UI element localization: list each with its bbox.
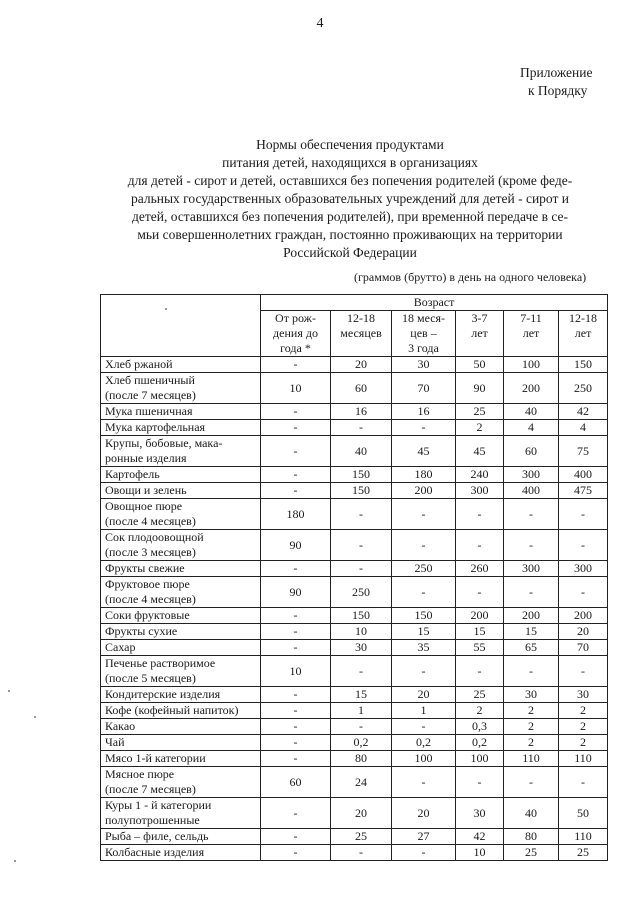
age-header-line — [561, 341, 605, 356]
table-row — [101, 735, 608, 751]
value-cell: - — [331, 845, 392, 861]
product-name: Мука пшеничная — [105, 404, 193, 418]
table-row — [101, 373, 608, 404]
product-name: Соки фруктовые — [105, 608, 190, 622]
value-cell: - — [559, 530, 608, 561]
product-note: полупотрошенные — [105, 813, 200, 827]
value-cell: - — [261, 751, 331, 767]
age-column-header — [559, 311, 608, 357]
value-cell: 250 — [392, 561, 456, 577]
value-cell: 25 — [559, 845, 608, 861]
value-cell: 200 — [559, 608, 608, 624]
value-cell: - — [261, 703, 331, 719]
value-cell: 2 — [559, 719, 608, 735]
value-cell: 65 — [504, 640, 559, 656]
value-cell: 260 — [456, 561, 504, 577]
value-cell: 15 — [331, 687, 392, 703]
appendix-line-2: к Порядку — [528, 83, 588, 98]
value-cell: 200 — [392, 483, 456, 499]
table-row — [101, 798, 608, 829]
value-cell: - — [331, 656, 392, 687]
value-cell: 400 — [504, 483, 559, 499]
product-name-cell — [101, 798, 261, 829]
product-name: Фруктовое пюре — [105, 577, 190, 591]
value-cell: - — [559, 577, 608, 608]
document-title — [75, 136, 625, 262]
table-row — [101, 404, 608, 420]
product-name: Сахар — [105, 640, 136, 654]
value-cell: - — [261, 420, 331, 436]
title-line-4: ральных государственных образовательных учреждений для детей - сирот и — [131, 191, 569, 206]
table-body — [101, 357, 608, 861]
title-line-5: детей, оставшихся без попечения родителей), при временной передаче в се- — [132, 209, 568, 224]
value-cell: 180 — [392, 467, 456, 483]
product-name-cell — [101, 767, 261, 798]
product-column-header — [101, 295, 261, 357]
value-cell: 4 — [559, 420, 608, 436]
age-column-header — [261, 311, 331, 357]
value-cell: - — [261, 719, 331, 735]
product-name: Рыба – филе, сельдь — [105, 829, 209, 843]
value-cell: 20 — [392, 798, 456, 829]
value-cell: - — [392, 499, 456, 530]
age-header-line: лет — [522, 326, 540, 340]
value-cell: 10 — [261, 656, 331, 687]
value-cell: - — [504, 577, 559, 608]
value-cell: - — [331, 561, 392, 577]
age-header-line: От рож- — [275, 311, 316, 325]
value-cell: - — [331, 499, 392, 530]
value-cell: 2 — [504, 735, 559, 751]
table-row — [101, 656, 608, 687]
value-cell: 70 — [559, 640, 608, 656]
product-name: Хлеб пшеничный — [105, 373, 195, 387]
value-cell: 20 — [331, 798, 392, 829]
product-note: (после 4 месяцев) — [105, 514, 196, 528]
value-cell: 70 — [392, 373, 456, 404]
value-cell: 50 — [559, 798, 608, 829]
value-cell: 300 — [559, 561, 608, 577]
value-cell: - — [261, 467, 331, 483]
value-cell: - — [261, 845, 331, 861]
value-cell: 110 — [559, 829, 608, 845]
value-cell: - — [261, 687, 331, 703]
table-row — [101, 703, 608, 719]
age-header-line: 3 года — [408, 341, 439, 355]
table-row — [101, 420, 608, 436]
table-row — [101, 357, 608, 373]
product-name-cell — [101, 656, 261, 687]
value-cell: 90 — [456, 373, 504, 404]
age-column-header — [331, 311, 392, 357]
value-cell: 42 — [456, 829, 504, 845]
value-cell: - — [504, 499, 559, 530]
value-cell: - — [559, 767, 608, 798]
value-cell: 45 — [456, 436, 504, 467]
age-column-header — [456, 311, 504, 357]
title-line-1: Нормы обеспечения продуктами — [256, 137, 444, 152]
value-cell: 40 — [504, 404, 559, 420]
value-cell: 4 — [504, 420, 559, 436]
table-row — [101, 829, 608, 845]
value-cell: 0,2 — [331, 735, 392, 751]
product-name: Колбасные изделия — [105, 845, 205, 859]
age-header-line: лет — [471, 326, 488, 340]
value-cell: - — [331, 530, 392, 561]
value-cell: 150 — [331, 467, 392, 483]
age-header-line: 18 меся- — [401, 311, 446, 325]
value-cell: 20 — [559, 624, 608, 640]
title-line-7: Российской Федерации — [283, 245, 417, 260]
value-cell: 10 — [261, 373, 331, 404]
value-cell: 180 — [261, 499, 331, 530]
value-cell: 2 — [559, 703, 608, 719]
value-cell: 100 — [504, 357, 559, 373]
value-cell: 42 — [559, 404, 608, 420]
product-note: (после 4 месяцев) — [105, 592, 196, 606]
age-header-line: лет — [574, 326, 592, 340]
value-cell: 60 — [331, 373, 392, 404]
table-row — [101, 845, 608, 861]
value-cell: - — [392, 719, 456, 735]
value-cell: 50 — [456, 357, 504, 373]
age-header-line: дения до — [273, 326, 318, 340]
value-cell: 0,2 — [456, 735, 504, 751]
value-cell: 10 — [456, 845, 504, 861]
value-cell: 90 — [261, 530, 331, 561]
product-name: Картофель — [105, 467, 160, 481]
value-cell: 90 — [261, 577, 331, 608]
product-name-cell — [101, 499, 261, 530]
value-cell: - — [261, 561, 331, 577]
product-name: Мясное пюре — [105, 767, 175, 781]
product-name-cell — [101, 845, 261, 861]
value-cell: - — [456, 767, 504, 798]
product-name-cell — [101, 751, 261, 767]
product-name-cell — [101, 561, 261, 577]
value-cell: 200 — [504, 608, 559, 624]
value-cell: 475 — [559, 483, 608, 499]
value-cell: 150 — [331, 608, 392, 624]
product-name: Сок плодоовощной — [105, 530, 204, 544]
value-cell: - — [504, 767, 559, 798]
page-number: 4 — [316, 16, 324, 31]
product-name-cell — [101, 357, 261, 373]
value-cell: 250 — [331, 577, 392, 608]
value-cell: 10 — [331, 624, 392, 640]
value-cell: 25 — [331, 829, 392, 845]
value-cell: 200 — [504, 373, 559, 404]
value-cell: - — [261, 829, 331, 845]
value-cell: 2 — [504, 703, 559, 719]
age-header-line: года * — [280, 341, 311, 355]
value-cell: - — [261, 436, 331, 467]
product-name-cell — [101, 483, 261, 499]
value-cell: - — [559, 656, 608, 687]
product-name: Чай — [105, 735, 125, 749]
value-cell: - — [456, 656, 504, 687]
product-name: Мясо 1-й категории — [105, 751, 206, 765]
value-cell: - — [392, 767, 456, 798]
appendix-line-1: Приложение — [520, 65, 593, 80]
table-row — [101, 577, 608, 608]
value-cell: 150 — [392, 608, 456, 624]
scan-speck — [34, 716, 36, 718]
age-header-line: 3-7 — [471, 311, 488, 325]
value-cell: - — [392, 656, 456, 687]
value-cell: - — [392, 530, 456, 561]
value-cell: 110 — [559, 751, 608, 767]
value-cell: - — [392, 420, 456, 436]
table-row — [101, 767, 608, 798]
value-cell: 16 — [392, 404, 456, 420]
title-line-3: для детей - сирот и детей, оставшихся без попечения родителей (кроме феде- — [127, 173, 573, 188]
value-cell: - — [331, 719, 392, 735]
appendix-label — [520, 64, 592, 100]
value-cell: - — [504, 656, 559, 687]
value-cell: - — [392, 845, 456, 861]
value-cell: - — [261, 640, 331, 656]
scan-speck — [165, 308, 167, 310]
value-cell: 110 — [504, 751, 559, 767]
value-cell: - — [261, 798, 331, 829]
value-cell: 25 — [504, 845, 559, 861]
value-cell: 15 — [456, 624, 504, 640]
product-name: Куры 1 - й категории — [105, 798, 212, 812]
value-cell: 75 — [559, 436, 608, 467]
value-cell: 240 — [456, 467, 504, 483]
value-cell: 2 — [456, 420, 504, 436]
value-cell: - — [392, 577, 456, 608]
value-cell: - — [261, 624, 331, 640]
value-cell: 1 — [392, 703, 456, 719]
table-row — [101, 719, 608, 735]
product-name-cell — [101, 687, 261, 703]
value-cell: 25 — [456, 404, 504, 420]
value-cell: 200 — [456, 608, 504, 624]
age-column-header — [504, 311, 559, 357]
table-row — [101, 483, 608, 499]
product-name-cell — [101, 530, 261, 561]
value-cell: 60 — [504, 436, 559, 467]
value-cell: 40 — [331, 436, 392, 467]
value-cell: 0,2 — [392, 735, 456, 751]
units-note: (граммов (брутто) в день на одного человека) — [354, 270, 587, 284]
product-name: Овощное пюре — [105, 499, 183, 513]
table-row — [101, 467, 608, 483]
value-cell: 300 — [456, 483, 504, 499]
value-cell: - — [456, 499, 504, 530]
scan-speck — [8, 690, 10, 692]
age-header-line: цев – — [410, 326, 437, 340]
table-row — [101, 687, 608, 703]
product-note: (после 5 месяцев) — [105, 671, 196, 685]
age-column-header — [392, 311, 456, 357]
table-row — [101, 640, 608, 656]
value-cell: - — [331, 420, 392, 436]
value-cell: - — [261, 483, 331, 499]
value-cell: 15 — [392, 624, 456, 640]
table-row — [101, 436, 608, 467]
value-cell: 20 — [392, 687, 456, 703]
product-name: Какао — [105, 719, 136, 733]
table-row — [101, 561, 608, 577]
food-norms-table-wrapper — [100, 294, 608, 861]
value-cell: 100 — [392, 751, 456, 767]
value-cell: 24 — [331, 767, 392, 798]
product-name-cell — [101, 404, 261, 420]
product-name-cell — [101, 577, 261, 608]
value-cell: - — [559, 499, 608, 530]
value-cell: - — [261, 357, 331, 373]
value-cell: 2 — [456, 703, 504, 719]
value-cell: 20 — [331, 357, 392, 373]
value-cell: - — [261, 735, 331, 751]
value-cell: - — [504, 530, 559, 561]
product-name: Печенье растворимое — [105, 656, 216, 670]
value-cell: 30 — [331, 640, 392, 656]
table-row — [101, 624, 608, 640]
product-name: Фрукты свежие — [105, 561, 185, 575]
value-cell: 0,3 — [456, 719, 504, 735]
food-norms-table — [100, 294, 608, 861]
title-line-2: питания детей, находящихся в организациях — [222, 155, 478, 170]
value-cell: 16 — [331, 404, 392, 420]
product-name-cell — [101, 703, 261, 719]
table-row — [101, 499, 608, 530]
age-header-line: 12-18 — [569, 311, 598, 325]
product-name: Овощи и зелень — [105, 483, 187, 497]
product-name-cell — [101, 467, 261, 483]
value-cell: 15 — [504, 624, 559, 640]
product-name: Кофе (кофейный напиток) — [105, 703, 239, 717]
value-cell: 300 — [504, 561, 559, 577]
value-cell: 300 — [504, 467, 559, 483]
value-cell: 1 — [331, 703, 392, 719]
age-group-header: Возраст — [261, 295, 608, 311]
product-name-cell — [101, 735, 261, 751]
value-cell: - — [261, 404, 331, 420]
title-line-6: мьи совершеннолетних граждан, постоянно проживающих на территории — [137, 227, 563, 242]
age-header-line — [506, 341, 556, 356]
product-name-cell — [101, 420, 261, 436]
age-header-line: месяцев — [340, 326, 382, 340]
product-note: (после 7 месяцев) — [105, 388, 196, 402]
value-cell: 30 — [504, 687, 559, 703]
product-name-cell — [101, 608, 261, 624]
product-name-cell — [101, 624, 261, 640]
value-cell: 60 — [261, 767, 331, 798]
product-note: (после 7 месяцев) — [105, 782, 196, 796]
value-cell: 45 — [392, 436, 456, 467]
age-header-line: 12-18 — [347, 311, 375, 325]
product-name: Кондитерские изделия — [105, 687, 221, 701]
age-header-line — [458, 341, 501, 356]
product-name: Крупы, бобовые, мака- — [105, 436, 223, 450]
value-cell: 80 — [331, 751, 392, 767]
value-cell: 27 — [392, 829, 456, 845]
product-name: Фрукты сухие — [105, 624, 178, 638]
value-cell: 2 — [504, 719, 559, 735]
table-row — [101, 608, 608, 624]
value-cell: 400 — [559, 467, 608, 483]
product-note: ронные изделия — [105, 451, 187, 465]
value-cell: 30 — [559, 687, 608, 703]
value-cell: 35 — [392, 640, 456, 656]
value-cell: - — [456, 530, 504, 561]
product-name: Хлеб ржаной — [105, 357, 173, 371]
product-note: (после 3 месяцев) — [105, 545, 196, 559]
value-cell: 100 — [456, 751, 504, 767]
value-cell: 40 — [504, 798, 559, 829]
value-cell: 150 — [331, 483, 392, 499]
product-name-cell — [101, 436, 261, 467]
product-name-cell — [101, 640, 261, 656]
scan-speck — [14, 860, 16, 862]
product-name-cell — [101, 719, 261, 735]
value-cell: 2 — [559, 735, 608, 751]
product-name-cell — [101, 829, 261, 845]
product-name: Мука картофельная — [105, 420, 206, 434]
age-header-line — [333, 341, 389, 356]
value-cell: - — [456, 577, 504, 608]
table-row — [101, 530, 608, 561]
value-cell: 80 — [504, 829, 559, 845]
value-cell: 250 — [559, 373, 608, 404]
age-header-line: 7-11 — [520, 311, 542, 325]
value-cell: 30 — [392, 357, 456, 373]
value-cell: 30 — [456, 798, 504, 829]
value-cell: 150 — [559, 357, 608, 373]
value-cell: - — [261, 608, 331, 624]
table-row — [101, 751, 608, 767]
value-cell: 55 — [456, 640, 504, 656]
value-cell: 25 — [456, 687, 504, 703]
product-name-cell — [101, 373, 261, 404]
